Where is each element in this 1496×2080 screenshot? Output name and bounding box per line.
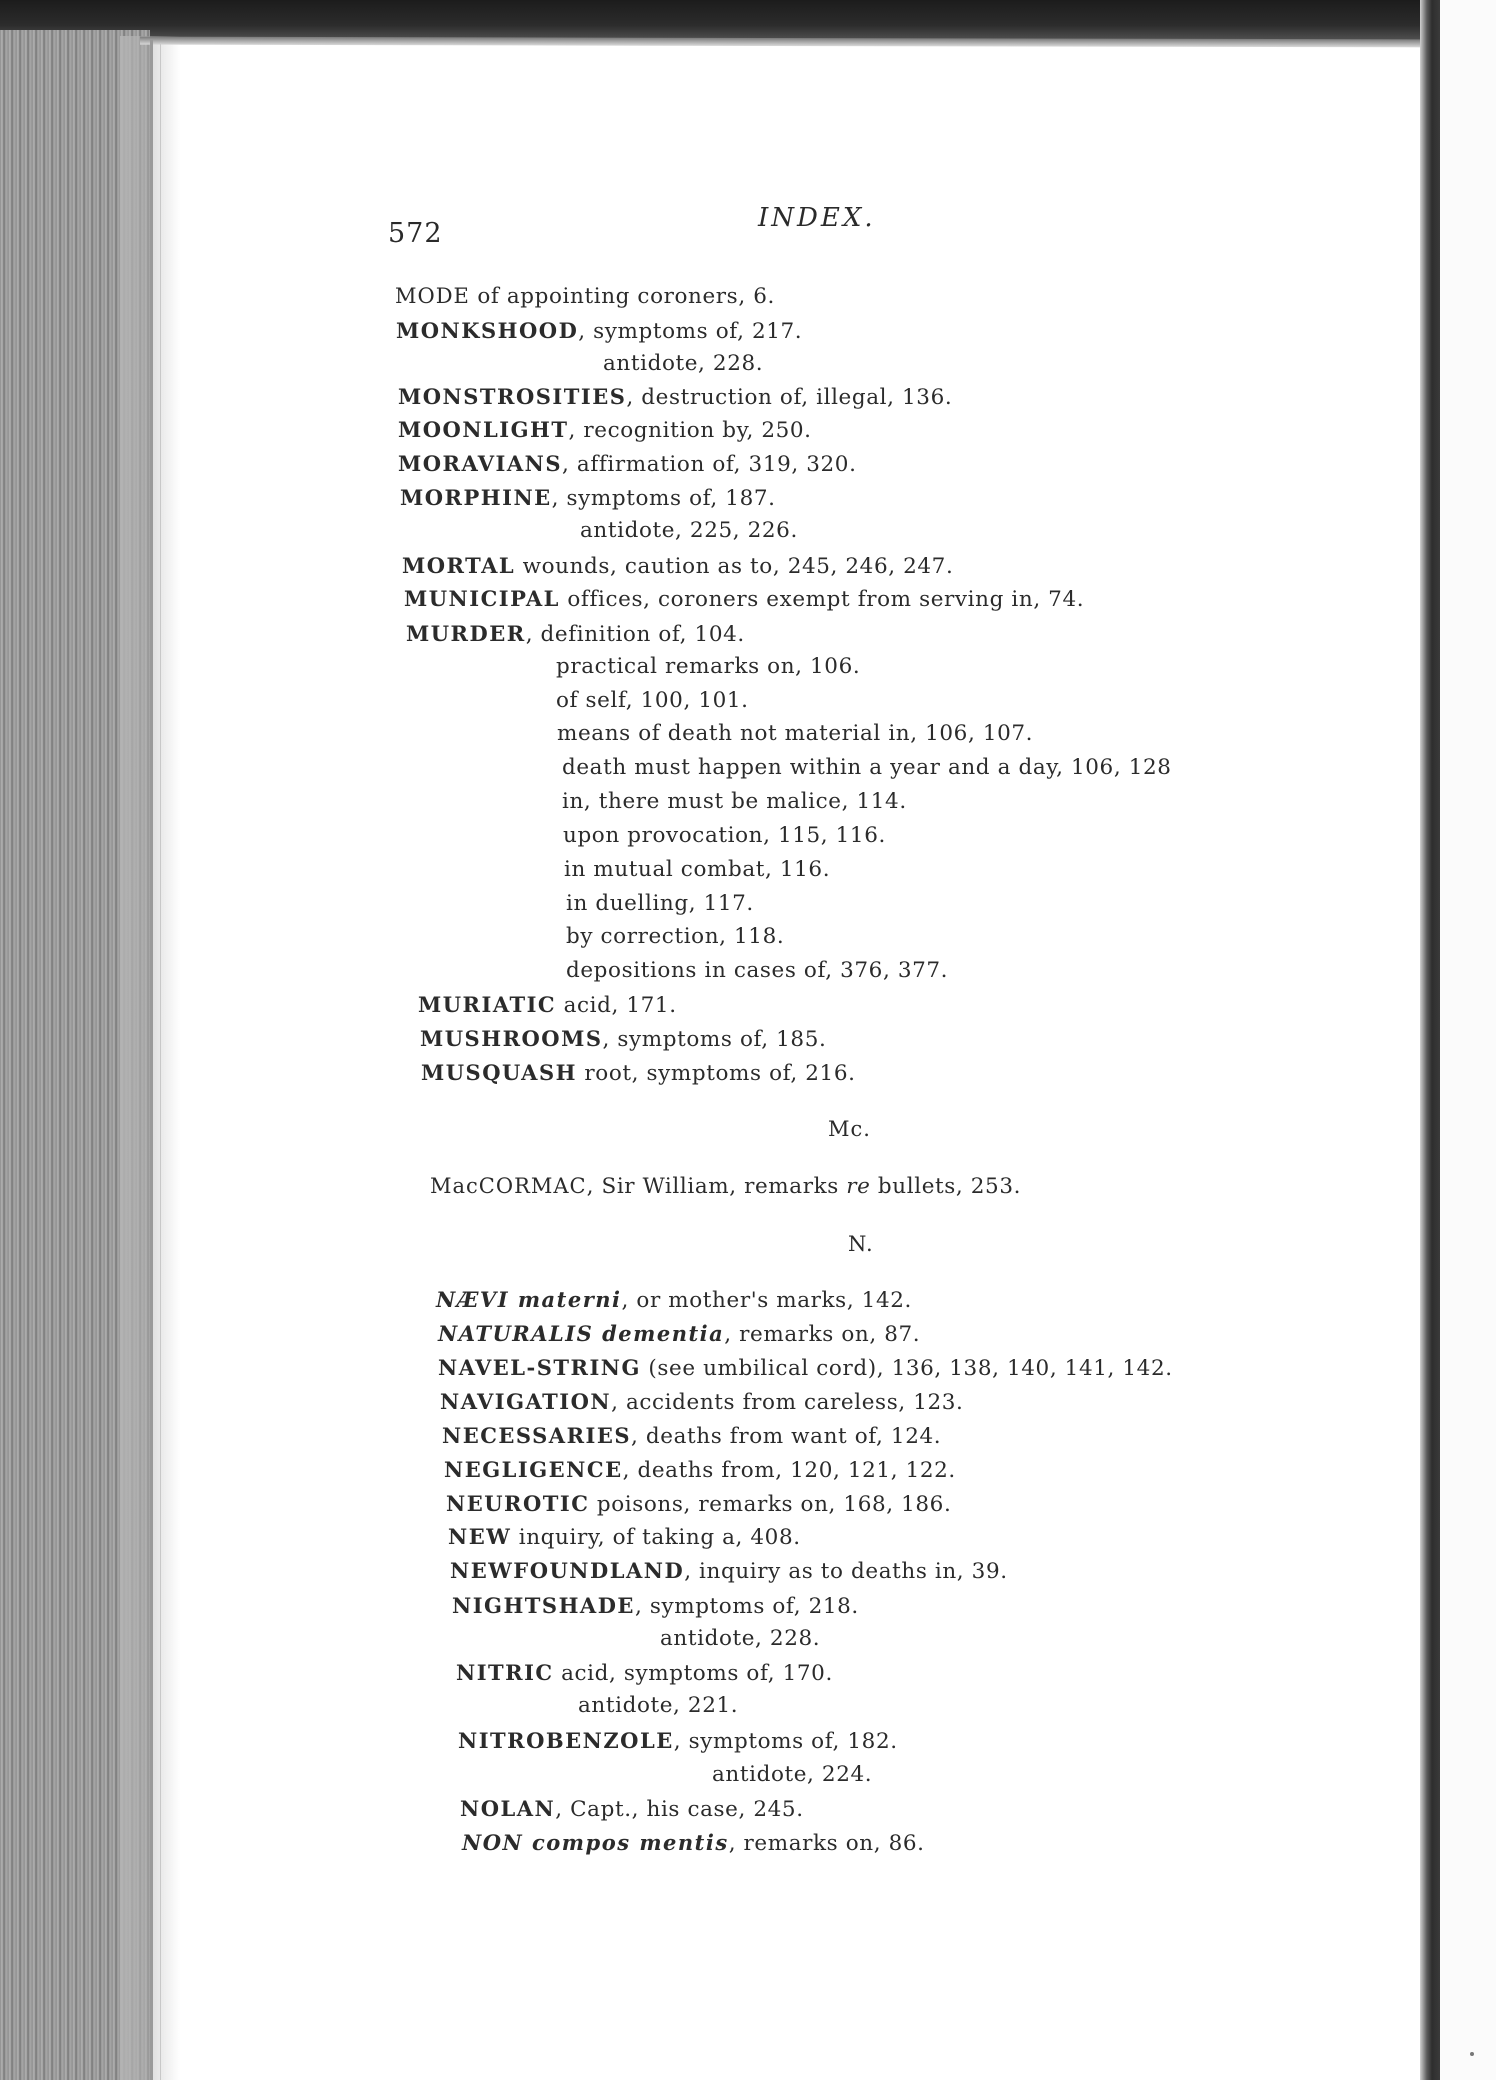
entry-headword: NITROBENZOLE [458,1728,674,1753]
index-entry [430,1176,1021,1198]
scan-speck [1470,2052,1474,2056]
facing-page-edge [1440,0,1496,2080]
index-entry [440,1391,963,1414]
entry-text: , remarks on, 86. [728,1831,925,1856]
entry-text: wounds, caution as to, 245, 246, 247. [515,554,954,579]
running-head: INDEX. [758,203,876,233]
index-subentry [563,825,886,847]
index-entry [421,1062,856,1085]
index-entry [404,588,1084,611]
entry-headword: MacCORMAC [430,1174,587,1198]
entry-headword: MOONLIGHT [398,417,569,442]
entry-headword: NEW [448,1524,512,1549]
index-entry [438,1323,920,1346]
entry-text: , destruction of, illegal, 136. [626,385,953,410]
index-entry [462,1832,925,1855]
index-entry [442,1425,941,1448]
index-entry [402,555,953,578]
entry-text: (see umbilical cord), 136, 138, 140, 141, 142. [640,1356,1173,1381]
index-entry [452,1595,859,1618]
index-entry [436,1289,912,1312]
index-entry [438,1357,1173,1380]
entry-text: , Capt., his case, 245. [555,1797,804,1822]
entry-text: , symptoms of, 187. [551,486,776,511]
entry-text: acid, symptoms of, 170. [553,1661,833,1686]
book-top-shadow [0,0,1425,42]
entry-text: poisons, remarks on, 168, 186. [589,1492,952,1517]
index-entry [398,386,952,409]
entry-text: offices, coroners exempt from serving in, 74. [559,587,1085,612]
index-entry [444,1459,956,1482]
entry-text: , inquiry as to deaths in, 39. [684,1559,1008,1584]
entry-text: root, symptoms of, 216. [577,1061,856,1086]
entry-text: , symptoms of, 182. [673,1729,898,1754]
index-subentry [564,859,830,881]
index-entry [398,453,857,476]
entry-text: , accidents from careless, 123. [611,1390,964,1415]
index-subentry [578,1695,738,1717]
entry-headword: NOLAN [460,1796,556,1821]
index-entry [420,1028,826,1051]
page-top-edge [140,37,1420,48]
entry-headword: NECESSARIES [442,1423,632,1448]
entry-headword: MORAVIANS [398,451,563,476]
entry-text: in mutual combat, 116. [564,857,831,882]
entry-text: depositions in cases of, 376, 377. [566,958,949,983]
entry-text: , Sir William, remarks [586,1174,847,1199]
index-entry [395,286,775,308]
entry-headword: NEUROTIC [446,1491,590,1516]
entry-headword: NEWFOUNDLAND [450,1558,685,1583]
index-entry [458,1730,898,1753]
entry-headword: MUSHROOMS [420,1026,603,1051]
entry-text: antidote, 224. [712,1762,873,1787]
entry-headword: MONSTROSITIES [398,384,627,409]
entry-text: of self, 100, 101. [556,688,749,713]
index-subentry [557,723,1033,745]
entry-headword: MUSQUASH [421,1060,577,1085]
entry-headword: MONKSHOOD [396,318,579,343]
entry-headword: MORTAL [402,553,516,578]
page-number: 572 [388,218,443,249]
entry-text: , remarks on, 87. [724,1322,921,1347]
entry-text: in duelling, 117. [566,891,754,916]
entry-headword: NAVIGATION [440,1389,612,1414]
entry-headword: NEGLIGENCE [444,1457,623,1482]
index-subentry [566,926,784,948]
entry-headword: MURIATIC [418,992,557,1017]
entry-headword: NITRIC [456,1660,554,1685]
entry-text: , recognition by, 250. [568,418,812,443]
index-entry [400,487,776,510]
index-subentry [660,1628,820,1650]
index-entry [460,1798,804,1821]
entry-text: death must happen within a year and a day, 106, 128 [562,755,1172,780]
index-subentry [566,960,948,982]
page-left-edge [150,40,153,2080]
index-entry [448,1526,801,1549]
entry-headword: NON compos mentis [462,1830,729,1855]
entry-text: acid, 171. [556,993,677,1018]
index-subentry [556,690,749,712]
entry-text: , or mother's marks, 142. [621,1288,912,1313]
entry-headword: MUNICIPAL [404,586,560,611]
entry-text: upon provocation, 115, 116. [563,823,886,848]
index-subentry [556,656,860,678]
page-left-edge-inner [160,44,161,2080]
entry-text: antidote, 221. [578,1693,739,1718]
entry-text: , definition of, 104. [525,622,745,647]
entry-text: means of death not material in, 106, 107. [557,721,1034,746]
index-entry [396,320,802,343]
book-gutter [1420,0,1440,2080]
entry-headword: MODE [395,284,470,308]
entry-text: bullets, 253. [870,1174,1022,1199]
entry-text: , symptoms of, 217. [578,319,803,344]
entry-headword: NAVEL-STRING [438,1355,641,1380]
entry-text: by correction, 118. [566,924,785,949]
section-heading-n: N. [848,1232,874,1256]
index-subentry [712,1764,872,1786]
index-entry [406,623,745,646]
index-entry [446,1493,951,1516]
entry-text: in, there must be malice, 114. [562,789,907,814]
index-entry [456,1662,833,1685]
index-entry [398,419,812,442]
index-entry [418,994,677,1017]
entry-headword: NATURALIS dementia [438,1321,725,1346]
index-subentry [603,353,763,375]
entry-text: inquiry, of taking a, 408. [511,1525,801,1550]
entry-italic: re [846,1174,871,1199]
index-subentry [566,893,754,915]
entry-text: practical remarks on, 106. [556,654,861,679]
entry-text: , symptoms of, 218. [634,1594,859,1619]
entry-text: antidote, 225, 226. [580,518,798,543]
entry-text: , affirmation of, 319, 320. [562,452,857,477]
entry-text: antidote, 228. [660,1626,821,1651]
entry-headword: NÆVI materni [436,1287,622,1312]
index-subentry [580,520,798,542]
index-subentry [562,791,907,813]
entry-text: , symptoms of, 185. [602,1027,827,1052]
entry-text: of appointing coroners, 6. [469,284,775,309]
entry-text: antidote, 228. [603,351,764,376]
entry-headword: MORPHINE [400,485,552,510]
entry-text: , deaths from want of, 124. [631,1424,942,1449]
section-heading-mc: Mc. [828,1117,871,1141]
entry-headword: NIGHTSHADE [452,1593,635,1618]
entry-headword: MURDER [406,621,526,646]
entry-text: , deaths from, 120, 121, 122. [622,1458,956,1483]
index-subentry [562,757,1172,779]
index-entry [450,1560,1008,1583]
